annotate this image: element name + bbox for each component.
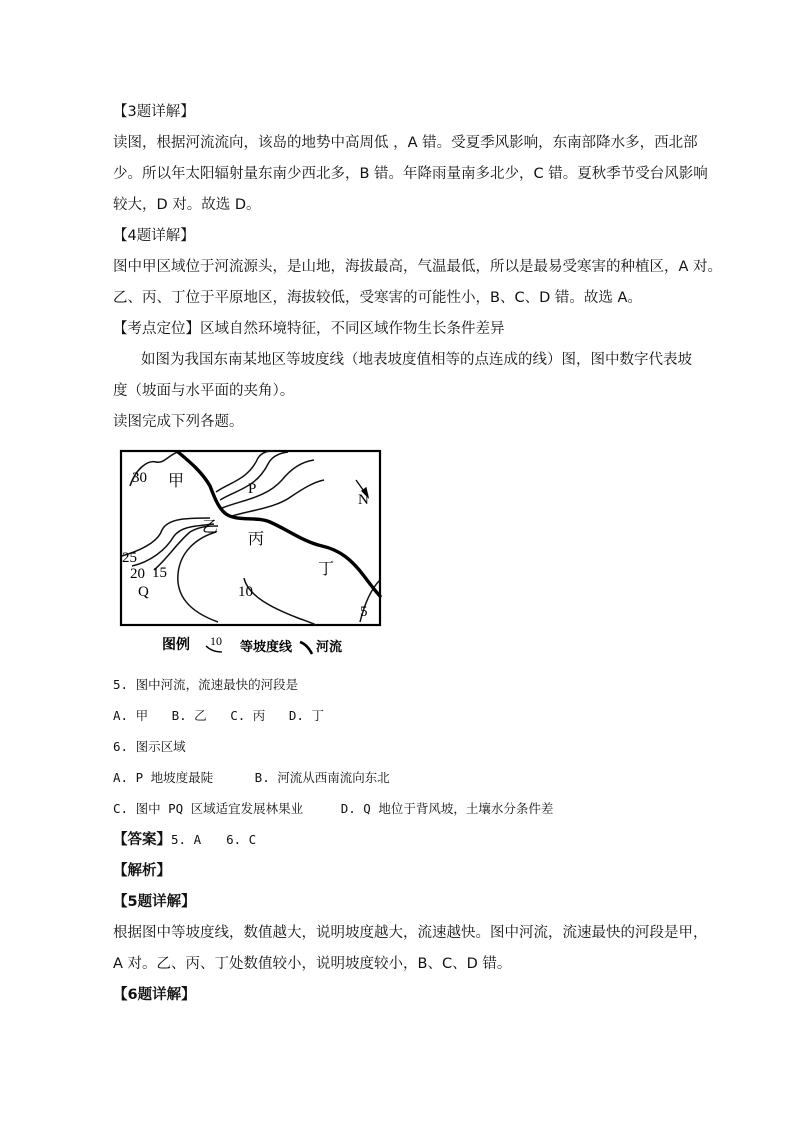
intro-line-3: 读图完成下列各题。 (113, 414, 244, 430)
label-5: 5 (360, 604, 368, 620)
q6-detail-header: 【6题详解】 (113, 987, 196, 1003)
q6-options-row-2 (113, 799, 569, 819)
answer-text: 5. A 6. C (171, 832, 257, 847)
q3-text-line-2: 少。所以年太阳辐射量东南少西北多，B 错。年降雨量南多北少，C 错。夏秋季节受台风影响 (113, 166, 708, 182)
q6-option-c: C. 图中 PQ 区域适宜发展林果业 (113, 801, 304, 816)
answer-label: 【答案】 (113, 832, 171, 848)
q6-stem: 6. 图示区域 (113, 739, 186, 754)
q5-option-a: A. 甲 (113, 708, 149, 723)
q5-detail-line-1: 根据图中等坡度线，数值越大，说明坡度越大，流速越快。图中河流，流速最快的河段是甲， (113, 925, 708, 941)
answer-line (113, 830, 256, 850)
legend-contour-label: 等坡度线 (240, 639, 293, 654)
q6-option-a: A. P 地坡度最陡 (113, 770, 214, 785)
q4-header: 【4题详解】 (113, 228, 195, 244)
label-p: P (248, 481, 257, 497)
label-n: N (358, 492, 369, 508)
q5-stem: 5. 图中河流，流速最快的河段是 (113, 677, 299, 692)
q5-options (113, 706, 340, 726)
q5-detail-header: 【5题详解】 (113, 894, 196, 910)
q6-option-b: B. 河流从西南流向东北 (254, 770, 390, 785)
intro-line-2: 度（坡面与水平面的夹角）。 (113, 383, 295, 399)
label-25: 25 (122, 550, 137, 566)
label-ding: 丁 (318, 561, 335, 578)
q5-option-c: C. 丙 (230, 708, 266, 723)
q4-text-line-1: 图中甲区域位于河流源头，是山地，海拔最高，气温最低，所以是最易受寒害的种植区，A 对。 (113, 259, 723, 275)
label-20: 20 (130, 566, 145, 582)
map-legend (162, 634, 342, 654)
q6-options-row-1 (113, 768, 406, 788)
intro-line-1: 如图为我国东南某地区等坡度线（地表坡度值相等的点连成的线）图，图中数字代表坡 (141, 352, 692, 368)
label-q: Q (138, 584, 149, 600)
label-bing: 丙 (248, 531, 265, 548)
analysis-header: 【解析】 (113, 863, 171, 879)
label-30: 30 (132, 470, 147, 486)
label-yi: 乙 (202, 519, 219, 536)
label-jia: 甲 (168, 473, 185, 490)
q5-detail-line-2: A 对。乙、丙、丁处数值较小，说明坡度较小，B、C、D 错。 (113, 956, 512, 972)
kaodian-line: 【考点定位】区域自然环境特征，不同区域作物生长条件差异 (113, 321, 505, 337)
legend-river-label: 河流 (316, 639, 343, 654)
label-15: 15 (152, 565, 167, 581)
legend-contour-value: 10 (210, 634, 222, 648)
q3-text-line-1: 读图，根据河流流向，该岛的地势中高周低 ，A 错。受夏季风影响，东南部降水多，西北部 (113, 135, 698, 151)
label-10: 10 (238, 584, 253, 600)
q3-text-line-3: 较大，D 对。故选 D。 (113, 197, 261, 213)
q6-option-d: D. Q 地位于背风坡，土壤水分条件差 (340, 801, 554, 816)
legend-title: 图例 (162, 638, 190, 653)
q5-option-d: D. 丁 (288, 708, 324, 723)
legend-river-line (300, 642, 312, 654)
q4-text-line-2: 乙、丙、丁位于平原地区，海拔较低，受寒害的可能性小，B、C、D 错。故选 A。 (113, 290, 642, 306)
q5-option-b: B. 乙 (171, 708, 207, 723)
slope-contour-map (118, 446, 390, 658)
q3-header: 【3题详解】 (113, 104, 195, 120)
